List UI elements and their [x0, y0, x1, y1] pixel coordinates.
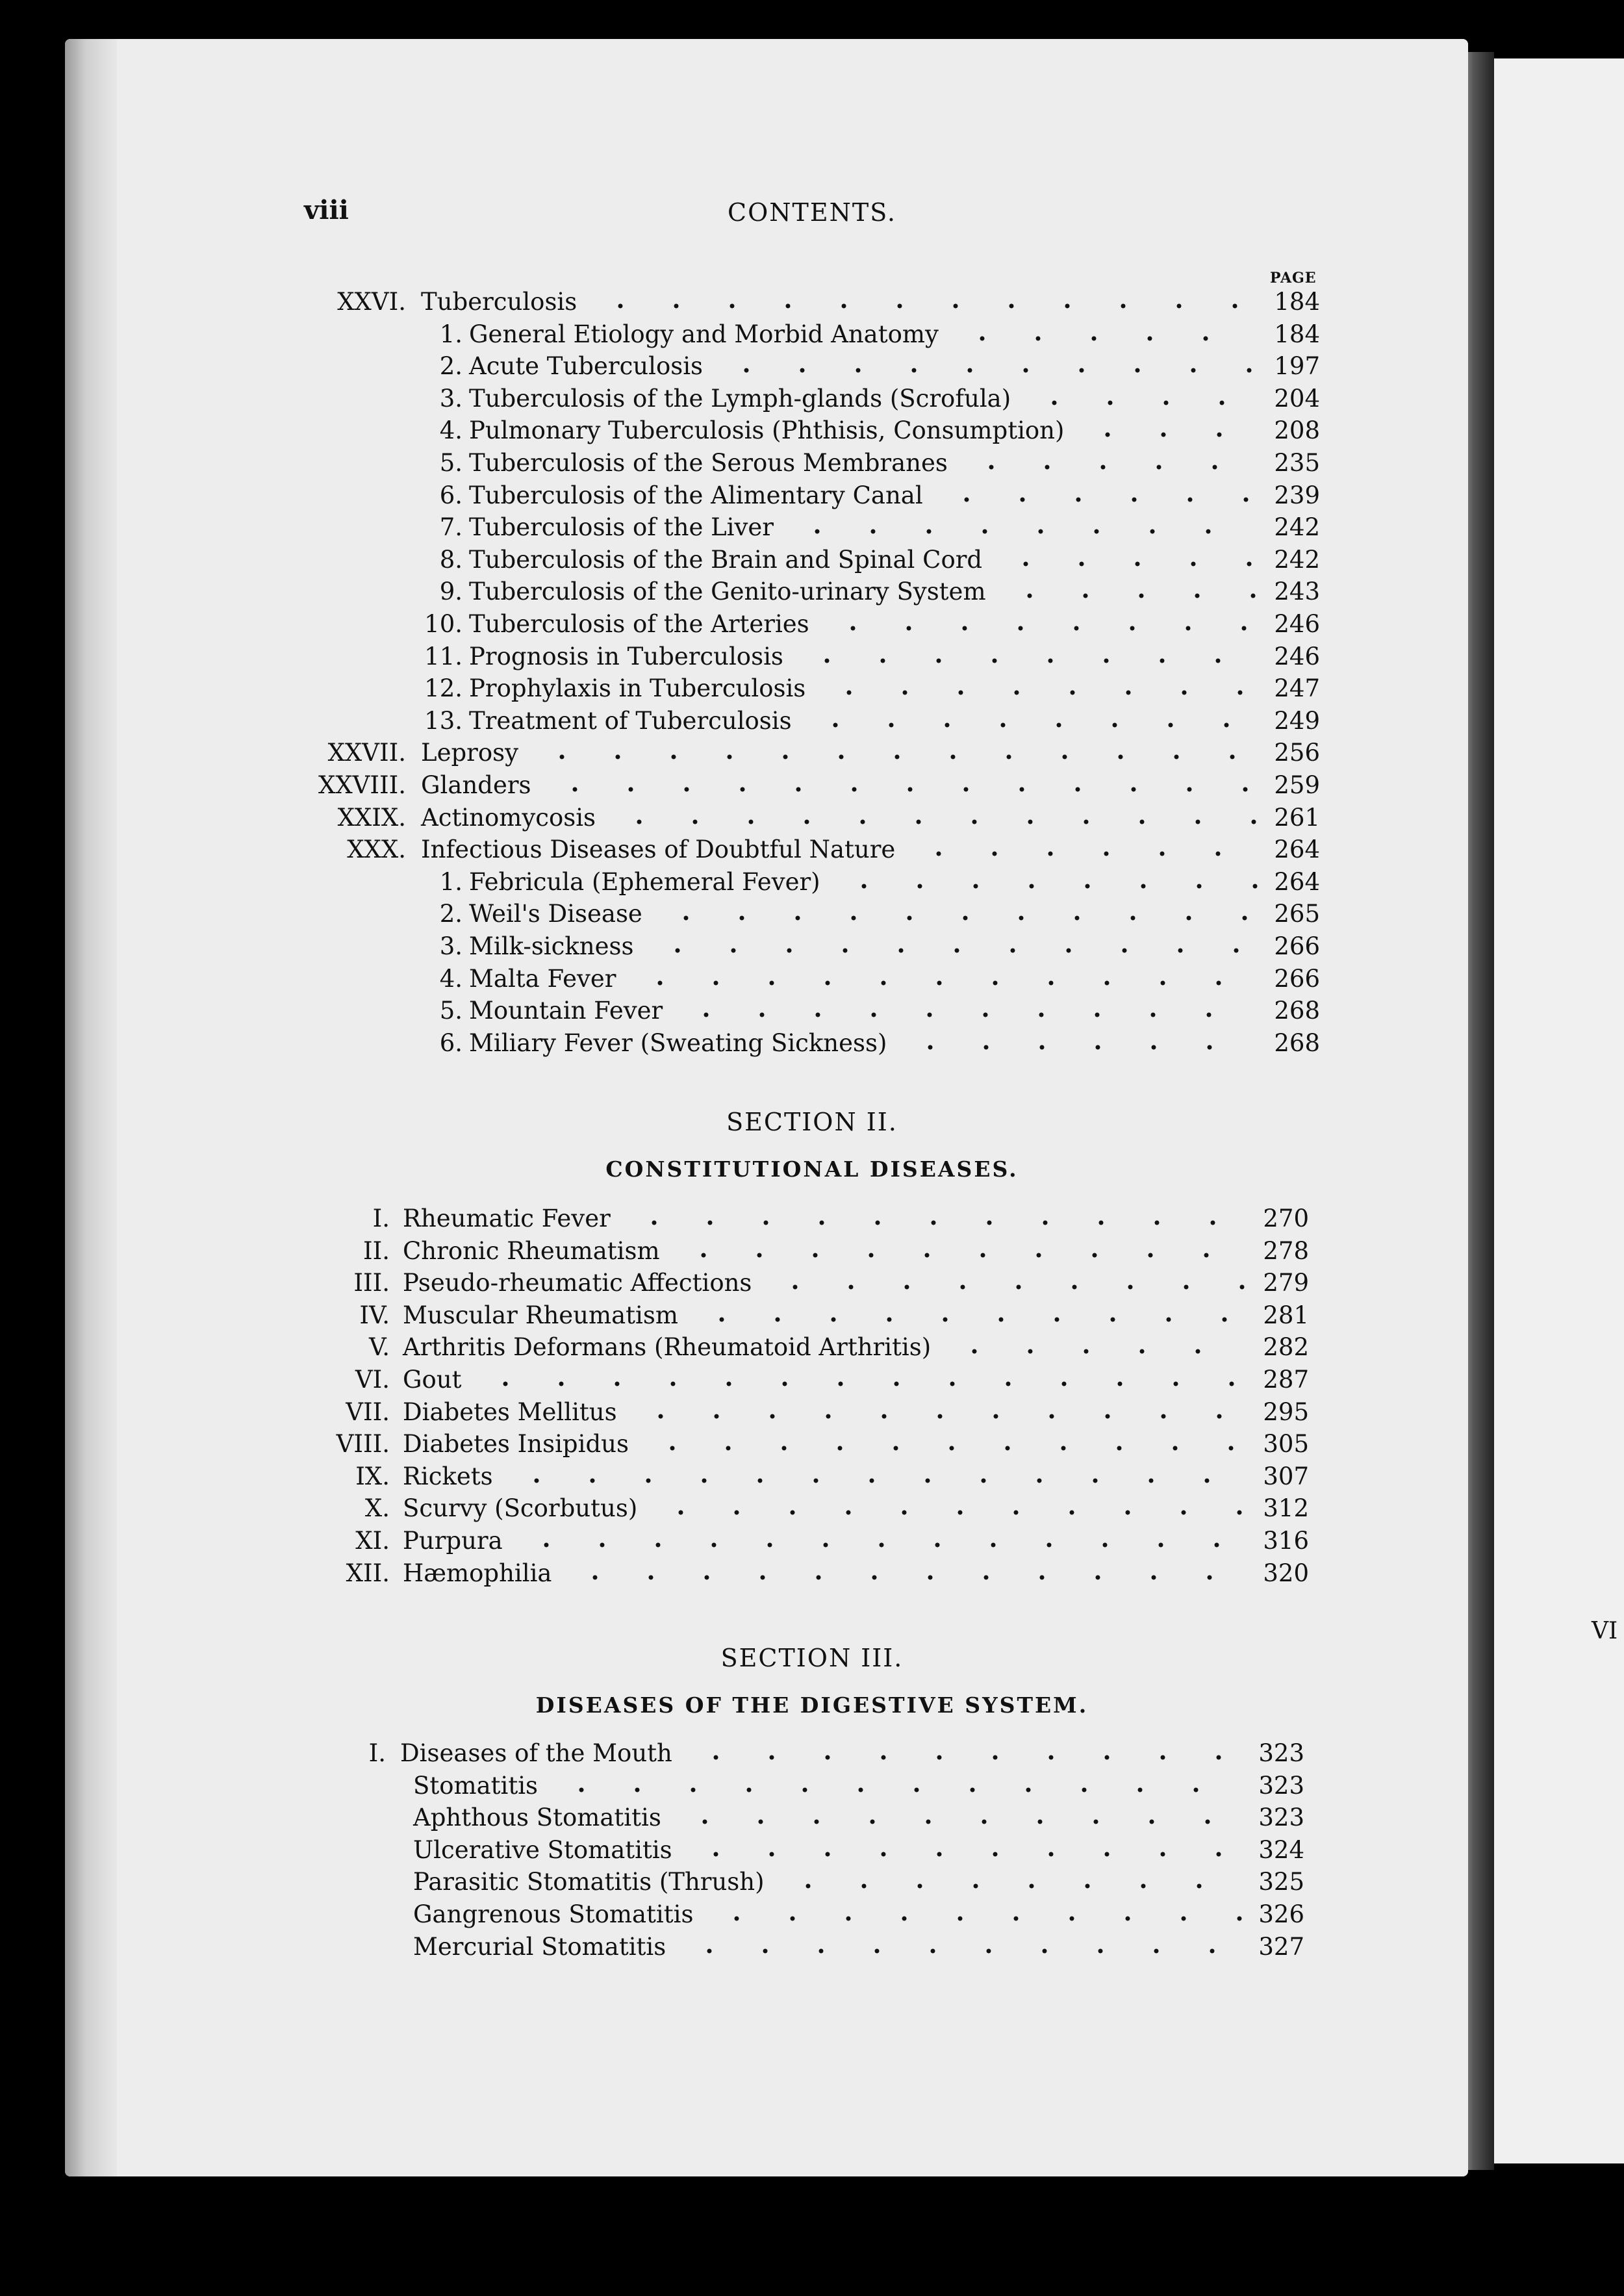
toc-entry-title: Malta Fever	[469, 964, 616, 993]
toc-entry	[0, 1299, 1624, 1332]
dot-leader	[767, 1267, 1247, 1299]
page-column-label: PAGE	[1270, 270, 1317, 287]
dot-leader	[553, 1770, 1243, 1802]
toc-entry-number: VII.	[346, 1397, 390, 1426]
toc-entry	[0, 705, 1624, 737]
toc-entry-number: 6.	[439, 481, 463, 509]
toc-entry-number: 3.	[439, 384, 463, 413]
toc-entry-page: 247	[1274, 674, 1320, 703]
toc-entry	[0, 1027, 1624, 1060]
dot-leader	[611, 802, 1258, 834]
dot-leader	[911, 834, 1258, 866]
toc-entry-page: 320	[1263, 1559, 1309, 1587]
toc-entry-title: Mountain Fever	[469, 997, 663, 1025]
dot-leader	[632, 963, 1259, 995]
toc-entry	[0, 1461, 1624, 1493]
toc-entry-number: X.	[364, 1494, 390, 1523]
dot-leader	[650, 930, 1259, 963]
dot-leader	[902, 1027, 1258, 1060]
toc-entry-title: Infectious Diseases of Doubtful Nature	[421, 835, 896, 864]
toc-entry-page: 323	[1258, 1804, 1304, 1832]
toc-entry-number: 10.	[424, 610, 463, 638]
toc-entry	[0, 963, 1624, 995]
toc-entry-page: 323	[1258, 1739, 1304, 1767]
toc-entry-title: Tuberculosis of the Lymph-glands (Scrofula)	[469, 384, 1011, 413]
toc-entry-title: Ulcerative Stomatitis	[413, 1835, 672, 1864]
toc-entry-page: 268	[1274, 1028, 1320, 1057]
dot-leader	[939, 479, 1258, 512]
toc-entry-page: 242	[1274, 513, 1320, 542]
section-2-title: CONSTITUTIONAL DISEASES.	[605, 1156, 1019, 1182]
toc-entry-page: 256	[1274, 739, 1320, 767]
toc-entry	[0, 1235, 1624, 1268]
toc-entry-number: 4.	[439, 964, 463, 993]
toc-entry-number: XXVIII.	[318, 771, 406, 799]
toc-entry	[0, 802, 1624, 834]
toc-entry	[0, 1525, 1624, 1557]
dot-leader	[678, 995, 1258, 1027]
section-2-label: SECTION II.	[726, 1108, 898, 1136]
toc-entry-number: VI.	[355, 1366, 390, 1394]
toc-entry-title: Leprosy	[421, 739, 519, 767]
dot-leader	[644, 1428, 1247, 1461]
toc-entry-number: 13.	[424, 706, 463, 735]
toc-entry-page: 316	[1263, 1527, 1309, 1555]
dot-leader	[946, 1331, 1247, 1364]
toc-entry-number: I.	[372, 1205, 390, 1232]
dot-leader	[688, 1737, 1243, 1770]
toc-entry-page: 242	[1274, 545, 1320, 574]
toc-entry-title: Hæmophilia	[403, 1559, 552, 1587]
toc-entry-title: General Etiology and Morbid Anatomy	[469, 320, 939, 348]
toc-entry-page: 204	[1274, 384, 1320, 413]
dot-leader	[694, 1299, 1247, 1332]
toc-entry-title: Prophylaxis in Tuberculosis	[469, 674, 806, 703]
toc-entry-number: XXIX.	[337, 803, 406, 832]
dot-leader	[567, 1557, 1247, 1590]
toc-entry-number: IV.	[359, 1301, 390, 1329]
toc-entry-title: Stomatitis	[413, 1771, 539, 1800]
toc-entry-number: 7.	[439, 513, 463, 542]
toc-entry	[0, 930, 1624, 963]
toc-entry-page: 184	[1274, 320, 1320, 348]
dot-leader	[825, 608, 1258, 641]
dot-leader	[681, 1931, 1243, 1963]
toc-entry	[0, 318, 1624, 351]
page-number-roman: viii	[304, 195, 349, 225]
toc-entry-title: Aphthous Stomatitis	[413, 1804, 661, 1832]
toc-entry-title: Rheumatic Fever	[403, 1205, 611, 1232]
toc-entry-number: II.	[363, 1236, 390, 1265]
toc-entry-number: 5.	[439, 449, 463, 477]
toc-entry-page: 325	[1258, 1868, 1304, 1896]
section-3-label: SECTION III.	[720, 1644, 904, 1672]
toc-entry-title: Weil's Disease	[469, 900, 642, 928]
toc-entry-number: 2.	[439, 900, 463, 928]
toc-entry-title: Acute Tuberculosis	[469, 352, 704, 381]
dot-leader	[688, 1834, 1243, 1867]
toc-entry-number: 1.	[439, 867, 463, 896]
toc-entry-title: Diabetes Insipidus	[403, 1430, 629, 1459]
toc-entry-number: 5.	[439, 997, 463, 1025]
toc-entry-number: XI.	[355, 1527, 390, 1555]
toc-entry-page: 278	[1263, 1236, 1309, 1265]
toc-entry	[0, 1931, 1624, 1963]
dot-leader	[633, 1396, 1247, 1429]
toc-entry-title: Tuberculosis of the Liver	[469, 513, 774, 542]
toc-entry	[0, 1737, 1624, 1770]
toc-entry-number: 12.	[424, 674, 463, 703]
toc-entry	[0, 1428, 1624, 1461]
toc-entry-number: 4.	[439, 416, 463, 445]
toc-entry	[0, 672, 1624, 705]
toc-entry	[0, 415, 1624, 447]
toc-entry-title: Treatment of Tuberculosis	[469, 706, 792, 735]
toc-entry	[0, 1492, 1624, 1525]
toc-entry-number: VIII.	[336, 1430, 390, 1459]
toc-entry	[0, 511, 1624, 544]
toc-entry-page: 246	[1274, 642, 1320, 670]
toc-entry	[0, 1364, 1624, 1396]
toc-entry-number: I.	[368, 1739, 386, 1767]
dot-leader	[1026, 383, 1258, 415]
dot-leader	[509, 1461, 1247, 1493]
toc-entry	[0, 995, 1624, 1027]
toc-entry-page: 323	[1258, 1771, 1304, 1800]
toc-entry-page: 279	[1263, 1269, 1309, 1297]
toc-entry-title: Tuberculosis of the Alimentary Canal	[469, 481, 923, 509]
toc-entry	[0, 1203, 1624, 1235]
section-3-title: DISEASES OF THE DIGESTIVE SYSTEM.	[535, 1692, 1089, 1718]
dot-leader	[799, 641, 1258, 673]
toc-entry-title: Rickets	[403, 1462, 493, 1490]
toc-entry-title: Diabetes Mellitus	[403, 1397, 617, 1426]
dot-leader	[626, 1203, 1247, 1235]
toc-entry-number: 8.	[439, 545, 463, 574]
toc-entry-number: III.	[353, 1269, 390, 1297]
toc-entry	[0, 447, 1624, 479]
dot-leader	[807, 705, 1258, 737]
toc-entry	[0, 1396, 1624, 1429]
toc-entry	[0, 834, 1624, 866]
toc-entry-page: 312	[1263, 1494, 1309, 1523]
dot-leader	[709, 1898, 1243, 1931]
toc-entry-title: Tuberculosis	[421, 288, 577, 316]
toc-entry-title: Gout	[403, 1366, 462, 1394]
toc-entry-title: Tuberculosis of the Arteries	[469, 610, 809, 638]
toc-entry-title: Purpura	[403, 1527, 503, 1555]
toc-entry-title: Miliary Fever (Sweating Sickness)	[469, 1028, 887, 1057]
toc-entry-page: 235	[1274, 449, 1320, 477]
toc-entry-title: Parasitic Stomatitis (Thrush)	[413, 1868, 765, 1896]
toc-entry-title: Mercurial Stomatitis	[413, 1932, 666, 1961]
toc-entry	[0, 383, 1624, 415]
toc-entry-page: 264	[1274, 867, 1320, 896]
toc-entry-title: Tuberculosis of the Brain and Spinal Cord	[469, 545, 983, 574]
dot-leader	[789, 511, 1258, 544]
toc-entry-page: 327	[1258, 1932, 1304, 1961]
toc-entry-page: 259	[1274, 771, 1320, 799]
toc-entry-number: 11.	[424, 642, 463, 670]
dot-leader	[677, 1802, 1243, 1834]
toc-entry-title: Milk-sickness	[469, 932, 634, 960]
toc-entry-page: 305	[1263, 1430, 1309, 1459]
toc-entry	[0, 1267, 1624, 1299]
toc-entry-title: Chronic Rheumatism	[403, 1236, 660, 1265]
toc-entry-number: 9.	[439, 578, 463, 606]
toc-entry-page: 184	[1274, 288, 1320, 316]
dot-leader	[998, 544, 1258, 576]
dot-leader	[963, 447, 1258, 479]
toc-entry-title: Glanders	[421, 771, 531, 799]
toc-entry	[0, 1770, 1624, 1802]
toc-entry-number: XXVI.	[337, 288, 406, 316]
toc-entry-title: Tuberculosis of the Serous Membranes	[469, 449, 948, 477]
toc-entry	[0, 1331, 1624, 1364]
dot-leader	[954, 318, 1258, 351]
toc-entry	[0, 898, 1624, 930]
toc-entry-number: IX.	[355, 1462, 390, 1490]
dot-leader	[780, 1866, 1243, 1898]
dot-leader	[718, 350, 1258, 383]
toc-entry-page: 326	[1258, 1900, 1304, 1928]
dot-leader	[518, 1525, 1247, 1557]
toc-entry	[0, 641, 1624, 673]
toc-entry-title: Pulmonary Tuberculosis (Phthisis, Consumption)	[469, 416, 1065, 445]
toc-entry-number: XXVII.	[327, 739, 406, 767]
toc-entry-title: Tuberculosis of the Genito-urinary System	[469, 578, 986, 606]
dot-leader	[534, 737, 1258, 769]
toc-entry-page: 264	[1274, 835, 1320, 864]
toc-entry	[0, 576, 1624, 608]
toc-entry-page: 243	[1274, 578, 1320, 606]
toc-entry-number: 2.	[439, 352, 463, 381]
toc-entry	[0, 1898, 1624, 1931]
dot-leader	[658, 898, 1258, 930]
toc-entry-page: 295	[1263, 1397, 1309, 1426]
toc-entry	[0, 866, 1624, 899]
toc-entry	[0, 544, 1624, 576]
toc-entry-page: 265	[1274, 900, 1320, 928]
dot-leader	[653, 1492, 1247, 1525]
toc-entry-page: 197	[1274, 352, 1320, 381]
toc-entry-page: 270	[1263, 1205, 1309, 1232]
toc-entry-page: 324	[1258, 1835, 1304, 1864]
toc-entry-page: 268	[1274, 997, 1320, 1025]
toc-entry	[0, 769, 1624, 802]
facing-page-text-fragment: VI	[1592, 1618, 1618, 1644]
toc-entry-page: 266	[1274, 932, 1320, 960]
toc-entry-title: Gangrenous Stomatitis	[413, 1900, 694, 1928]
dot-leader	[592, 286, 1258, 318]
toc-entry-page: 281	[1263, 1301, 1309, 1329]
toc-entry-page: 261	[1274, 803, 1320, 832]
toc-entry-title: Prognosis in Tuberculosis	[469, 642, 783, 670]
toc-entry	[0, 737, 1624, 769]
toc-entry-page: 282	[1263, 1333, 1309, 1362]
toc-entry	[0, 1866, 1624, 1898]
toc-entry-title: Scurvy (Scorbutus)	[403, 1494, 638, 1523]
toc-entry	[0, 350, 1624, 383]
dot-leader	[1080, 415, 1258, 447]
toc-entry-number: XII.	[346, 1559, 390, 1587]
toc-entry-number: 6.	[439, 1028, 463, 1057]
toc-entry	[0, 1802, 1624, 1834]
toc-entry	[0, 286, 1624, 318]
dot-leader	[547, 769, 1258, 802]
toc-entry	[0, 1557, 1624, 1590]
toc-entry-page: 307	[1263, 1462, 1309, 1490]
toc-entry-title: Diseases of the Mouth	[400, 1739, 672, 1767]
toc-entry-title: Febricula (Ephemeral Fever)	[469, 867, 820, 896]
toc-entry-number: 1.	[439, 320, 463, 348]
toc-entry-number: XXX.	[347, 835, 406, 864]
toc-entry-title: Arthritis Deformans (Rheumatoid Arthritis)	[403, 1333, 932, 1362]
dot-leader	[676, 1235, 1247, 1268]
toc-entry-title: Muscular Rheumatism	[403, 1301, 678, 1329]
toc-entry-title: Pseudo-rheumatic Affections	[403, 1269, 752, 1297]
toc-entry-page: 208	[1274, 416, 1320, 445]
toc-entry-page: 246	[1274, 610, 1320, 638]
toc-entry-page: 239	[1274, 481, 1320, 509]
toc-entry-page: 266	[1274, 964, 1320, 993]
dot-leader	[836, 866, 1258, 899]
toc-entry-number: V.	[368, 1333, 390, 1362]
toc-entry-page: 249	[1274, 706, 1320, 735]
toc-entry	[0, 1834, 1624, 1867]
dot-leader	[477, 1364, 1247, 1396]
dot-leader	[821, 672, 1258, 705]
toc-entry	[0, 608, 1624, 641]
toc-entry-number: 3.	[439, 932, 463, 960]
toc-entry	[0, 479, 1624, 512]
dot-leader	[1002, 576, 1258, 608]
toc-entry-page: 287	[1263, 1366, 1309, 1394]
toc-entry-title: Actinomycosis	[421, 803, 596, 832]
running-header: CONTENTS.	[728, 198, 896, 227]
